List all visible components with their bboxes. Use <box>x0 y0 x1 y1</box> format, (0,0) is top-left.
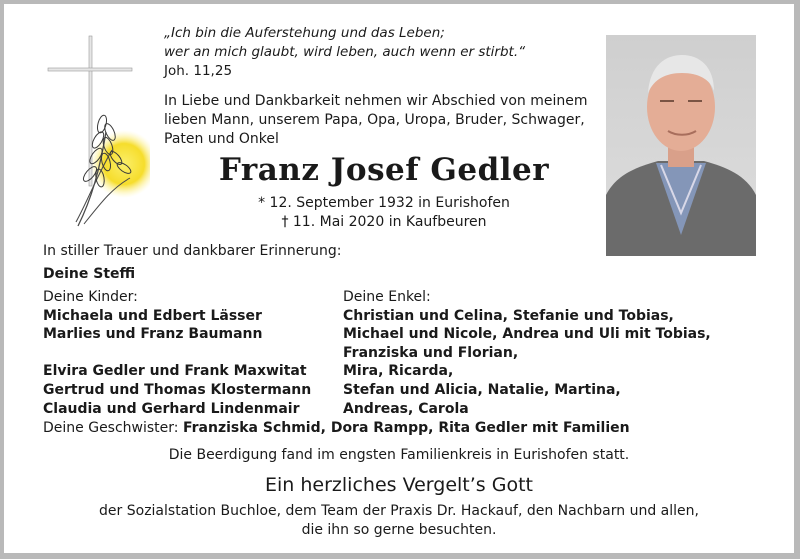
thanks-line-1: der Sozialstation Buchloe, dem Team der Praxis Dr. Hackauf, den Nachbarn und allen, <box>99 503 699 519</box>
obituary-card <box>4 4 794 553</box>
grandchildren-label: Deine Enkel: <box>343 289 431 305</box>
farewell-line-1: In Liebe und Dankbarkeit nehmen wir Abschied von meinem <box>164 93 588 109</box>
siblings-names: Franziska Schmid, Dora Rampp, Rita Gedler mit Familien <box>182 420 630 436</box>
spouse <box>43 265 135 284</box>
deceased-name: Franz Josef Gedler <box>218 152 550 188</box>
children-label: Deine Kinder: <box>43 289 138 305</box>
grandchildren-list <box>343 288 711 418</box>
portrait-person-icon <box>606 35 756 256</box>
list-item: Michaela und Edbert Lässer <box>43 307 262 324</box>
thanks-line-2: die ihn so gerne besuchten. <box>301 522 497 538</box>
birth-date: * 12. September 1932 in Eurishofen <box>258 195 510 211</box>
thanks-text <box>4 502 794 540</box>
bible-quote <box>164 24 584 81</box>
siblings-label: Deine Geschwister: <box>43 420 179 436</box>
list-item: Stefan und Alicia, Natalie, Martina, <box>343 381 621 398</box>
list-item: Mira, Ricarda, <box>343 363 454 380</box>
list-item: Claudia und Gerhard Lindenmair <box>43 400 300 417</box>
siblings-line <box>43 420 630 436</box>
farewell-text <box>164 92 604 149</box>
quote-line-2: wer an mich glaubt, wird leben, auch wenn er stirbt.“ <box>164 44 526 60</box>
list-item: Christian und Celina, Stefanie und Tobias, <box>343 307 674 324</box>
list-item: Gertrud und Thomas Klostermann <box>43 381 312 398</box>
farewell-line-2: lieben Mann, unserem Papa, Opa, Uropa, Bruder, Schwager, <box>164 112 585 128</box>
list-item: Marlies und Franz Baumann <box>43 326 263 343</box>
list-item: Franziska und Florian, <box>343 344 519 361</box>
thanks-title: Ein herzliches Vergelt’s Gott <box>265 474 533 496</box>
quote-reference: Joh. 11,25 <box>164 63 233 79</box>
death-date: † 11. Mai 2020 in Kaufbeuren <box>281 214 487 230</box>
funeral-note: Die Beerdigung fand im engsten Familienkreis in Eurishofen statt. <box>168 447 630 463</box>
list-item: Michael und Nicole, Andrea und Uli mit Tobias, <box>343 326 711 343</box>
spouse-name: Deine Steffi <box>43 266 136 282</box>
list-item: Elvira Gedler und Frank Maxwitat <box>43 363 307 380</box>
mourning-intro-text: In stiller Trauer und dankbarer Erinnerung: <box>43 243 342 259</box>
quote-line-1: „Ich bin die Auferstehung und das Leben; <box>164 25 445 41</box>
cross-wheat-sun-icon <box>40 28 150 238</box>
children-list <box>43 288 311 418</box>
mourning-intro <box>43 242 341 261</box>
farewell-line-3: Paten und Onkel <box>164 131 279 147</box>
portrait-photo <box>606 35 756 256</box>
list-item <box>43 344 311 363</box>
life-dates <box>164 194 604 232</box>
list-item: Andreas, Carola <box>343 400 469 417</box>
